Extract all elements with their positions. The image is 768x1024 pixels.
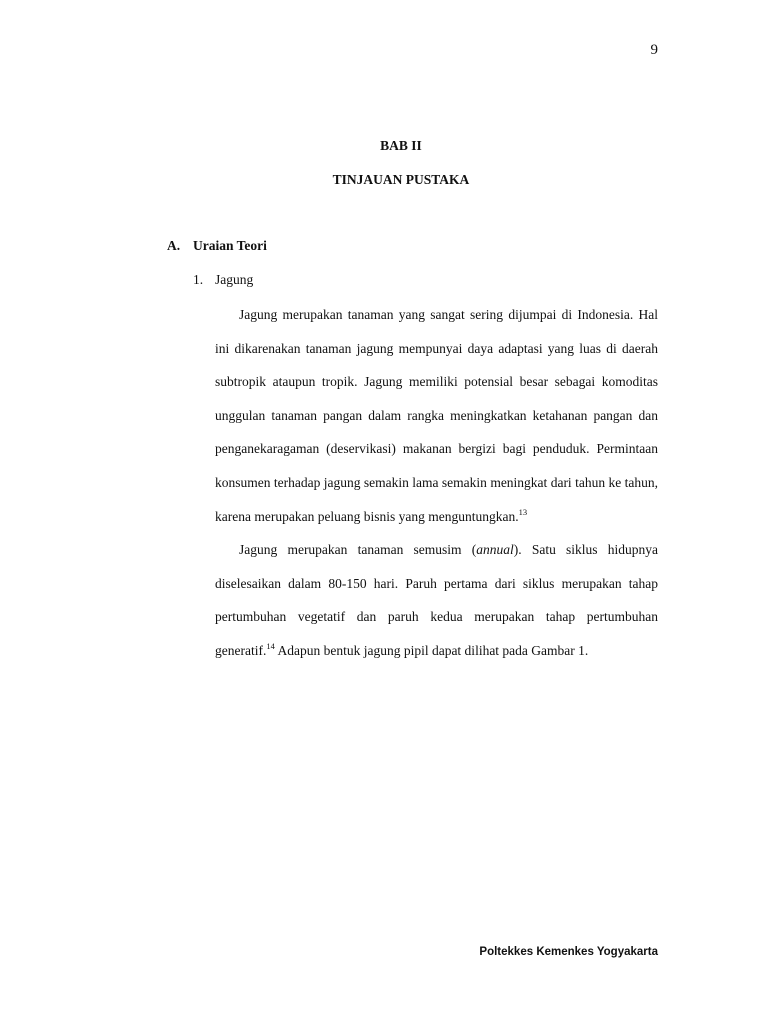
paragraph-1-text: Jagung merupakan tanaman yang sangat sering dijumpai di Indonesia. Hal ini dikarenakan tanaman jagung mempunyai daya adaptasi yang luas di daerah subtropik ataupun tropik. Jagung memiliki potensial besar sebagai komoditas unggulan tanaman pangan dalam rangka meningkatkan ketahanan pangan dan penganekaragaman (deservikasi) makanan bergizi bagi penduduk. Permintaan konsumen terhadap jagung semakin lama semakin meningkat dari tahun ke tahun, karena merupakan peluang bisnis yang menguntungkan. [215, 307, 658, 524]
page-footer: Poltekkes Kemenkes Yogyakarta [479, 946, 658, 958]
page-number: 9 [650, 42, 658, 58]
paragraph-1 [215, 298, 658, 533]
subsection-marker: 1. [193, 272, 204, 287]
footnote-ref-13: 13 [518, 506, 528, 517]
section-marker: A. [167, 238, 181, 253]
subsection-title: Jagung [215, 272, 254, 287]
paragraph-2-part-2: ). Satu siklus hidupnya diselesaikan dalam 80-150 hari. Paruh pertama dari siklus merupakan tahap pertumbuhan vegetatif dan paruh kedua merupakan tahap pertumbuhan generatif. [215, 542, 658, 658]
paragraph-2-part-1: Jagung merupakan tanaman semusim ( [239, 542, 477, 558]
section-title: Uraian Teori [193, 238, 267, 253]
chapter-heading: BAB II [380, 138, 422, 153]
section-heading [167, 238, 267, 254]
subsection-heading [193, 272, 253, 288]
paragraph-2-part-3: Adapun bentuk jagung pipil dapat dilihat pada Gambar 1. [274, 642, 589, 658]
paragraph-2-italic-term: annual [476, 542, 514, 558]
chapter-title: TINJAUAN PUSTAKA [332, 172, 470, 187]
footnote-ref-14: 14 [266, 640, 275, 651]
paragraph-2 [215, 533, 658, 667]
body-text [215, 298, 658, 668]
